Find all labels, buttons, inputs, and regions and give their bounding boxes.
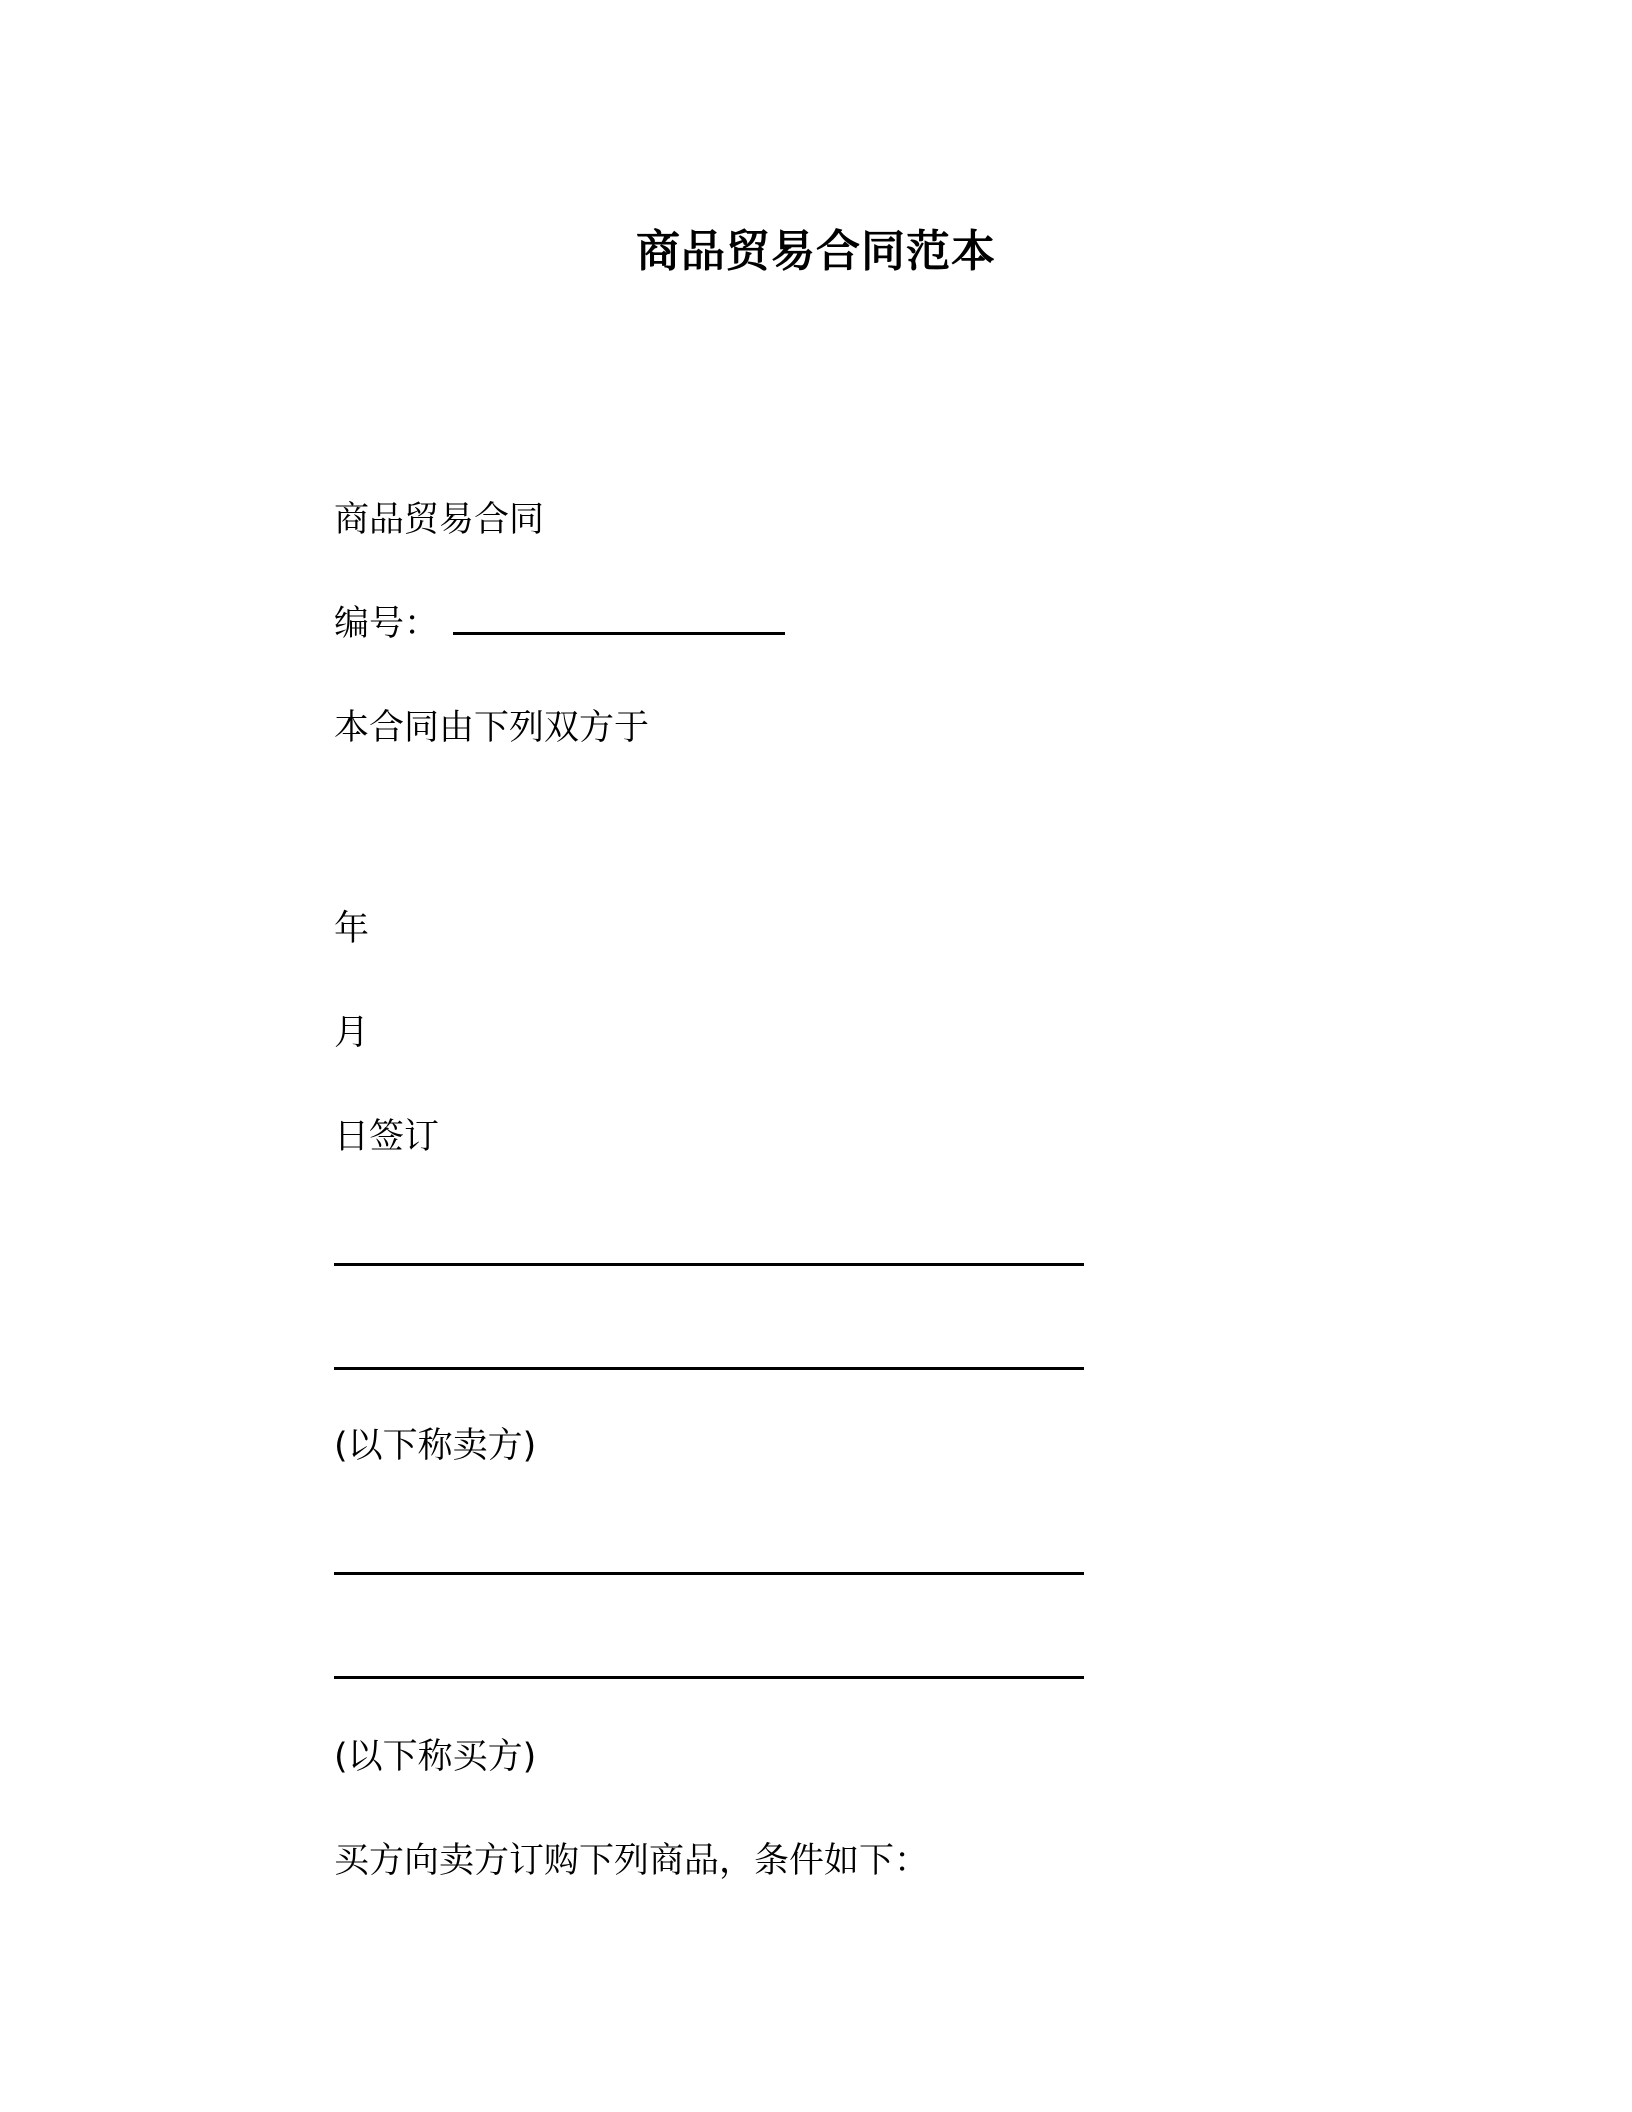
buyer-label: (以下称买方) — [334, 1737, 537, 1777]
seller-blank-line-2[interactable] — [334, 1367, 1084, 1370]
month-label: 月 — [334, 1013, 370, 1053]
seller-blank-line-1[interactable] — [334, 1263, 1084, 1266]
year-label: 年 — [334, 909, 370, 949]
seller-label: (以下称卖方) — [334, 1426, 537, 1466]
intro-line: 本合同由下列双方于 — [334, 708, 650, 748]
contract-number-blank[interactable] — [453, 602, 785, 635]
contract-number-label: 编号： — [334, 604, 440, 644]
closing-line: 买方向卖方订购下列商品，条件如下： — [334, 1841, 930, 1881]
contract-number-row — [334, 600, 785, 648]
document-title: 商品贸易合同范本 — [636, 226, 996, 277]
buyer-blank-line-1[interactable] — [334, 1572, 1084, 1575]
contract-heading: 商品贸易合同 — [334, 500, 545, 540]
day-signed-label: 日签订 — [334, 1117, 440, 1157]
buyer-blank-line-2[interactable] — [334, 1676, 1084, 1679]
